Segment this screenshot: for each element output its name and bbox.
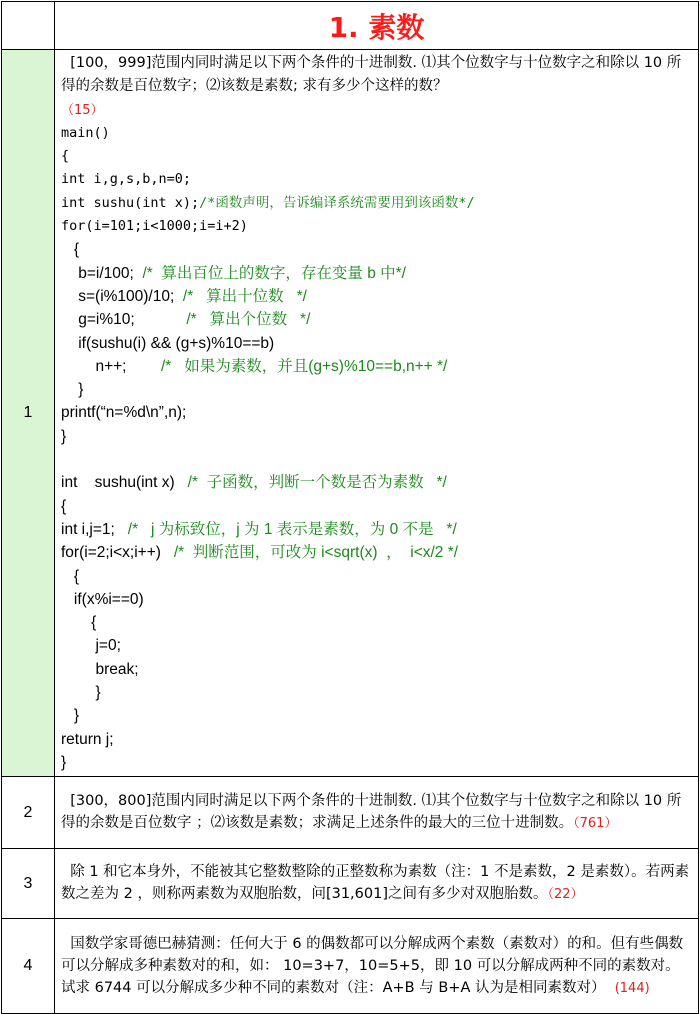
code-text: b=i/100;: [61, 264, 143, 282]
code-comment: /* j 为标致位，j 为 1 表示是素数，为 0 不是 */: [127, 520, 457, 538]
problem-question: [300，800]范围内同时满足以下两个条件的十进制数. ⑴其个位数字与十位数字之和除以 10 所得的余数是百位数字 ；⑵该数是素数；求满足上述条件的最大的三位十进制数。: [61, 793, 682, 832]
code-line: [61, 658, 692, 681]
code-line: [61, 192, 692, 215]
problem-row-2: [2, 777, 699, 849]
code-comment: /*函数声明，告诉编译系统需要用到该函数*/: [199, 194, 475, 211]
code-comment: /* 判断范围，可改为 i<sqrt(x) ， i<x/2 */: [173, 544, 459, 562]
problem-sheet: [1, 1, 699, 1014]
code-text: int sushu(int x): [61, 474, 188, 492]
code-line: [61, 634, 692, 657]
code-text: printf(“n=%d\n”,n);: [61, 404, 187, 422]
code-text: if(sushu(i) && (g+s)%10==b): [61, 334, 275, 352]
code-line: [61, 122, 692, 145]
code-block: [61, 122, 692, 774]
code-text: n++;: [61, 357, 161, 375]
code-line: [61, 751, 692, 774]
problem-body: [55, 777, 699, 849]
code-text: if(x%i==0): [61, 590, 144, 608]
problem-row-1: [2, 50, 699, 777]
code-text: j=0;: [61, 637, 121, 655]
code-line: [61, 611, 692, 634]
code-line: [61, 704, 692, 727]
problem-row-3: [2, 849, 699, 919]
code-line: [61, 332, 692, 355]
code-text: for(i=101;i<1000;i=i+2): [61, 218, 248, 235]
problem-body: [55, 50, 699, 777]
problem-number: 4: [2, 919, 55, 1014]
code-comment: /* 算出百位上的数字，存在变量 b 中*/: [142, 264, 406, 282]
code-line: [61, 565, 692, 588]
code-comment: /* 如果为素数，并且(g+s)%10==b,n++ */: [160, 357, 448, 375]
code-line: [61, 308, 692, 331]
problem-number: 2: [2, 777, 55, 849]
code-comment: /* 算出十位数 */: [182, 287, 307, 305]
code-line: [61, 401, 692, 424]
code-line: [61, 285, 692, 308]
problem-body: [55, 849, 699, 919]
code-text: int sushu(int x);: [61, 194, 200, 211]
code-line: [61, 378, 692, 401]
code-line: [61, 681, 692, 704]
code-text: }: [61, 684, 101, 702]
code-text: {: [61, 567, 80, 585]
code-line: [61, 588, 692, 611]
code-comment: /* 算出个位数 */: [186, 311, 311, 329]
code-text: }: [61, 427, 67, 445]
problem-answer: (144): [614, 980, 650, 996]
code-text: s=(i%100)/10;: [61, 287, 183, 305]
code-line: [61, 425, 692, 448]
problem-question: 国数学家哥德巴赫猜测：任何大于 6 的偶数都可以分解成两个素数（素数对）的和。但有些偶数可以分解成多种素数对的和，如： 10=3+7，10=5+5，即 10 可以分解成两种不同的素数对。试求 6744 可以分解成多少种不同的素数对（注：A+B 与 B+A 认为是相同素数对）: [61, 935, 684, 996]
code-text: [61, 451, 65, 468]
code-text: {: [61, 497, 67, 515]
code-line: [61, 215, 692, 238]
code-line: [61, 471, 692, 494]
code-text: int i,g,s,b,n=0;: [61, 171, 192, 188]
code-line: [61, 448, 692, 471]
code-line: [61, 518, 692, 541]
code-line: [61, 145, 692, 168]
code-line: [61, 262, 692, 285]
code-text: {: [61, 241, 80, 259]
code-text: {: [61, 614, 97, 632]
code-line: [61, 355, 692, 378]
problem-question: 除 1 和它本身外，不能被其它整数整除的正整数称为素数（注：1 不是素数，2 是素数）。若两素数之差为 2 ，则称两素数为双胞胎数，问[31,601]之间有多少对双胞胎数。: [61, 864, 690, 903]
code-text: }: [61, 707, 80, 725]
code-comment: /* 子函数，判断一个数是否为素数 */: [187, 474, 447, 492]
problem-answer: （15）: [61, 102, 104, 118]
code-text: return j;: [61, 730, 114, 748]
code-text: int i,j=1;: [61, 520, 128, 538]
problem-body: [55, 919, 699, 1014]
code-line: [61, 168, 692, 191]
code-text: for(i=2;i<x;i++): [61, 544, 174, 562]
code-line: [61, 728, 692, 751]
problem-row-4: [2, 919, 699, 1014]
code-line: [61, 495, 692, 518]
code-line: [61, 238, 692, 261]
problem-answer: （761）: [573, 816, 618, 832]
title-row: [2, 2, 699, 50]
problem-answer: （22）: [547, 887, 584, 903]
problem-number: 3: [2, 849, 55, 919]
code-text: }: [61, 381, 84, 399]
code-text: {: [61, 148, 70, 165]
problem-question: [100，999]范围内同时满足以下两个条件的十进制数. ⑴其个位数字与十位数字之和除以 10 所得的余数是百位数字；⑵该数是素数; 求有多少个这样的数？: [61, 55, 682, 95]
code-text: g=i%10;: [61, 311, 187, 329]
code-text: main(): [61, 124, 110, 141]
code-line: [61, 541, 692, 564]
code-text: break;: [61, 660, 139, 678]
page-title: 1. 素数: [55, 2, 699, 50]
code-text: }: [61, 753, 67, 771]
problem-number: 1: [2, 50, 55, 777]
title-number-cell: [2, 2, 55, 50]
